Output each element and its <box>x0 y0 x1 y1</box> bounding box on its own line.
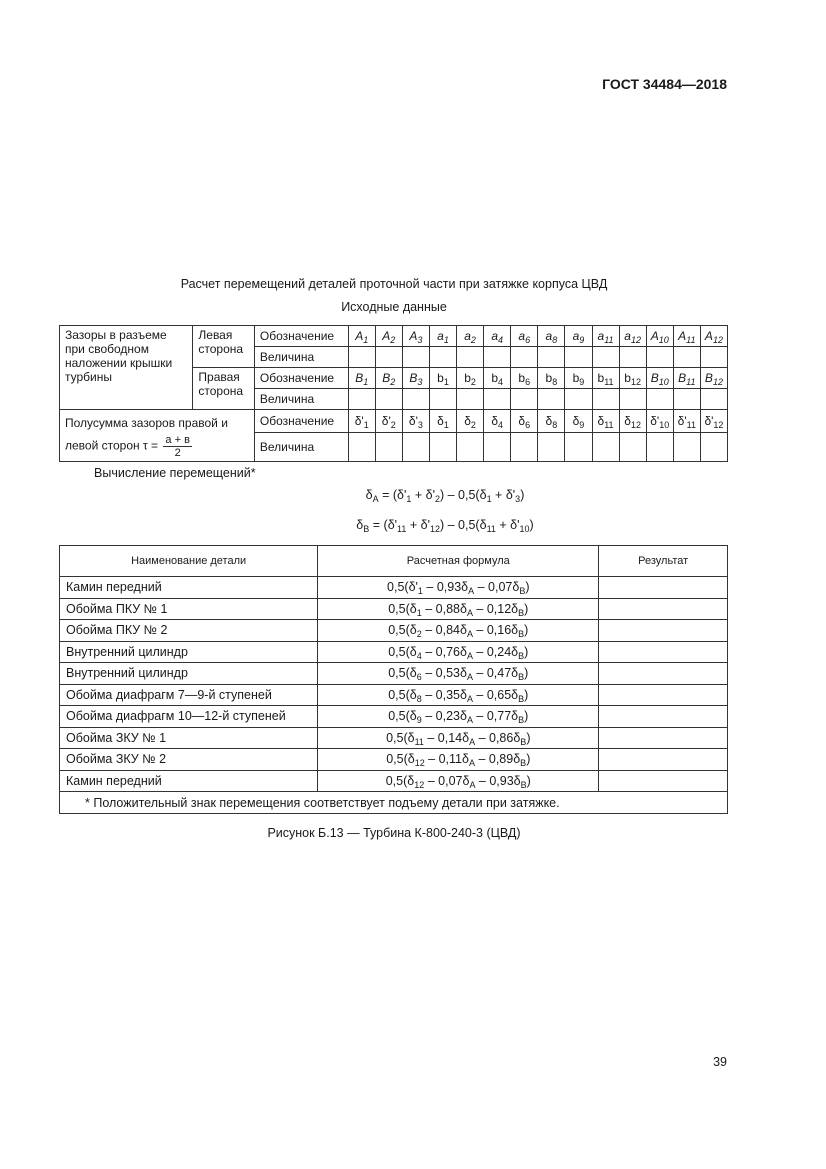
table-row <box>60 706 728 728</box>
symbol-cell: $A_{12}$ <box>700 326 727 347</box>
part-name: Внутренний цилиндр <box>60 663 318 685</box>
half-sum-designation-row <box>60 410 728 433</box>
formula-delta-a: $\delta_A = (\delta'_1 + \delta'_2) - 0,5(\delta_1 + \delta'_3)$ <box>365 488 525 504</box>
symbol-cell: $a_{11}$ <box>592 326 619 347</box>
table-row <box>60 641 728 663</box>
part-name: Обойма диафрагм 7—9-й ступеней <box>60 684 318 706</box>
symbol-cell: $A_{11}$ <box>673 326 700 347</box>
symbol-cell: $b_2$ <box>457 368 484 389</box>
symbol-cell: $a_8$ <box>538 326 565 347</box>
part-name: Камин передний <box>60 770 318 792</box>
symbol-cell: $\delta_6$ <box>511 410 538 433</box>
calc-table-body <box>60 577 728 792</box>
calculation-table <box>59 545 728 814</box>
symbol-cell: $b_{12}$ <box>619 368 646 389</box>
left-designation-row <box>60 326 728 347</box>
part-name: Обойма ЗКУ № 2 <box>60 749 318 771</box>
calculation-title: Расчет перемещений деталей проточной части при затяжке корпуса ЦВД <box>180 277 608 291</box>
symbol-cell: $\delta'_3$ <box>402 410 429 433</box>
part-formula: $0,5(\delta_{11} - 0,14\delta_A - 0,86\delta_B)$ <box>318 727 599 749</box>
symbol-cell: $\delta'_{11}$ <box>673 410 700 433</box>
table-row <box>60 663 728 685</box>
designation-label: Обозначение <box>254 368 348 389</box>
part-result <box>599 663 728 685</box>
part-formula: $0,5(\delta_6 - 0,53\delta_A - 0,47\delta_B)$ <box>318 663 599 685</box>
part-name: Обойма ЗКУ № 1 <box>60 727 318 749</box>
calc-table-note-row <box>60 792 728 814</box>
symbol-cell: $a_6$ <box>511 326 538 347</box>
part-formula: $0,5(\delta'_1 - 0,93\delta_A - 0,07\delta_B)$ <box>318 577 599 599</box>
symbol-cell: $b_{11}$ <box>592 368 619 389</box>
symbol-cell: $A_1$ <box>348 326 375 347</box>
symbol-cell: $a_1$ <box>429 326 456 347</box>
symbol-cell: $\delta_4$ <box>484 410 511 433</box>
header-formula: Расчетная формула <box>318 546 599 577</box>
figure-caption: Рисунок Б.13 — Турбина К-800-240-3 (ЦВД) <box>267 826 521 840</box>
symbol-cell: $\delta_9$ <box>565 410 592 433</box>
table-row <box>60 620 728 642</box>
table-row <box>60 684 728 706</box>
symbol-cell: $a_4$ <box>484 326 511 347</box>
symbol-cell: $A_{10}$ <box>646 326 673 347</box>
symbol-cell: $B_{10}$ <box>646 368 673 389</box>
part-result <box>599 577 728 599</box>
symbol-cell: $\delta'_{10}$ <box>646 410 673 433</box>
part-result <box>599 706 728 728</box>
part-name: Обойма ПКУ № 1 <box>60 598 318 620</box>
part-formula: $0,5(\delta_{12} - 0,11\delta_A - 0,89\delta_B)$ <box>318 749 599 771</box>
source-data-title: Исходные данные <box>341 300 447 314</box>
symbol-cell: $b_8$ <box>538 368 565 389</box>
symbol-cell: $b_1$ <box>429 368 456 389</box>
part-result <box>599 641 728 663</box>
formula-delta-b: $\delta_B = (\delta'_{11} + \delta'_{12}) - 0,5(\delta_{11} + \delta'_{10})$ <box>356 518 534 534</box>
tau-label: τ = <box>142 438 159 453</box>
calc-table-header <box>60 546 728 577</box>
symbol-cell: $B_3$ <box>402 368 429 389</box>
symbol-cell: $b_9$ <box>565 368 592 389</box>
symbol-cell: $A_2$ <box>375 326 402 347</box>
symbol-cell: $b_4$ <box>484 368 511 389</box>
source-data-table <box>59 325 728 462</box>
tau-fraction <box>163 434 192 459</box>
table-row <box>60 749 728 771</box>
symbol-cell: $b_6$ <box>511 368 538 389</box>
part-result <box>599 684 728 706</box>
symbol-cell: $\delta'_2$ <box>375 410 402 433</box>
symbol-cell: $B_{12}$ <box>700 368 727 389</box>
symbol-cell: $a_{12}$ <box>619 326 646 347</box>
header-result: Результат <box>599 546 728 577</box>
table-row <box>60 598 728 620</box>
part-name: Внутренний цилиндр <box>60 641 318 663</box>
symbol-cell: $B_{11}$ <box>673 368 700 389</box>
value-label: Величина <box>254 432 348 461</box>
symbol-cell: $\delta'_{12}$ <box>700 410 727 433</box>
half-sum-label <box>60 410 255 462</box>
part-result <box>599 598 728 620</box>
part-formula: $0,5(\delta_8 - 0,35\delta_A - 0,65\delta_B)$ <box>318 684 599 706</box>
document-code: ГОСТ 34484—2018 <box>602 76 727 92</box>
symbol-cell: $\delta_{11}$ <box>592 410 619 433</box>
part-name: Камин передний <box>60 577 318 599</box>
part-formula: $0,5(\delta_9 - 0,23\delta_A - 0,77\delta_B)$ <box>318 706 599 728</box>
left-side-label: Левая сторона <box>193 326 254 368</box>
part-formula: $0,5(\delta_{12} - 0,07\delta_A - 0,93\delta_B)$ <box>318 770 599 792</box>
part-name: Обойма диафрагм 10—12-й ступеней <box>60 706 318 728</box>
value-label: Величина <box>254 389 348 410</box>
symbol-cell: $B_2$ <box>375 368 402 389</box>
symbol-cell: $\delta_2$ <box>457 410 484 433</box>
table-row <box>60 577 728 599</box>
table-row <box>60 770 728 792</box>
symbol-cell: $\delta_8$ <box>538 410 565 433</box>
symbol-cell: $B_1$ <box>348 368 375 389</box>
designation-label: Обозначение <box>254 410 348 433</box>
fraction-denominator: 2 <box>174 447 181 459</box>
calculation-intro: Вычисление перемещений* <box>94 466 256 480</box>
half-sum-text: Полусумма зазоров правой и левой сторон <box>65 416 228 453</box>
designation-label: Обозначение <box>254 326 348 347</box>
symbol-cell: $A_3$ <box>402 326 429 347</box>
symbol-cell: $\delta'_1$ <box>348 410 375 433</box>
table-footnote: * Положительный знак перемещения соответствует подъему детали при затяжке. <box>60 792 728 814</box>
part-result <box>599 749 728 771</box>
part-result <box>599 620 728 642</box>
right-side-label: Правая сторона <box>193 368 254 410</box>
symbol-cell: $\delta_{12}$ <box>619 410 646 433</box>
gaps-group-label: Зазоры в разъеме при свободном наложении крышки турбины <box>60 326 193 410</box>
symbol-cell: $a_2$ <box>457 326 484 347</box>
part-formula: $0,5(\delta_2 - 0,84\delta_A - 0,16\delta_B)$ <box>318 620 599 642</box>
symbol-cell: $\delta_1$ <box>429 410 456 433</box>
header-part-name: Наименование детали <box>60 546 318 577</box>
table-row <box>60 727 728 749</box>
part-result <box>599 727 728 749</box>
part-result <box>599 770 728 792</box>
symbol-cell: $a_9$ <box>565 326 592 347</box>
page-number: 39 <box>713 1055 727 1069</box>
part-formula: $0,5(\delta_1 - 0,88\delta_A - 0,12\delta_B)$ <box>318 598 599 620</box>
fraction-numerator: a + в <box>165 434 190 446</box>
value-label: Величина <box>254 347 348 368</box>
part-formula: $0,5(\delta_4 - 0,76\delta_A - 0,24\delta_B)$ <box>318 641 599 663</box>
part-name: Обойма ПКУ № 2 <box>60 620 318 642</box>
